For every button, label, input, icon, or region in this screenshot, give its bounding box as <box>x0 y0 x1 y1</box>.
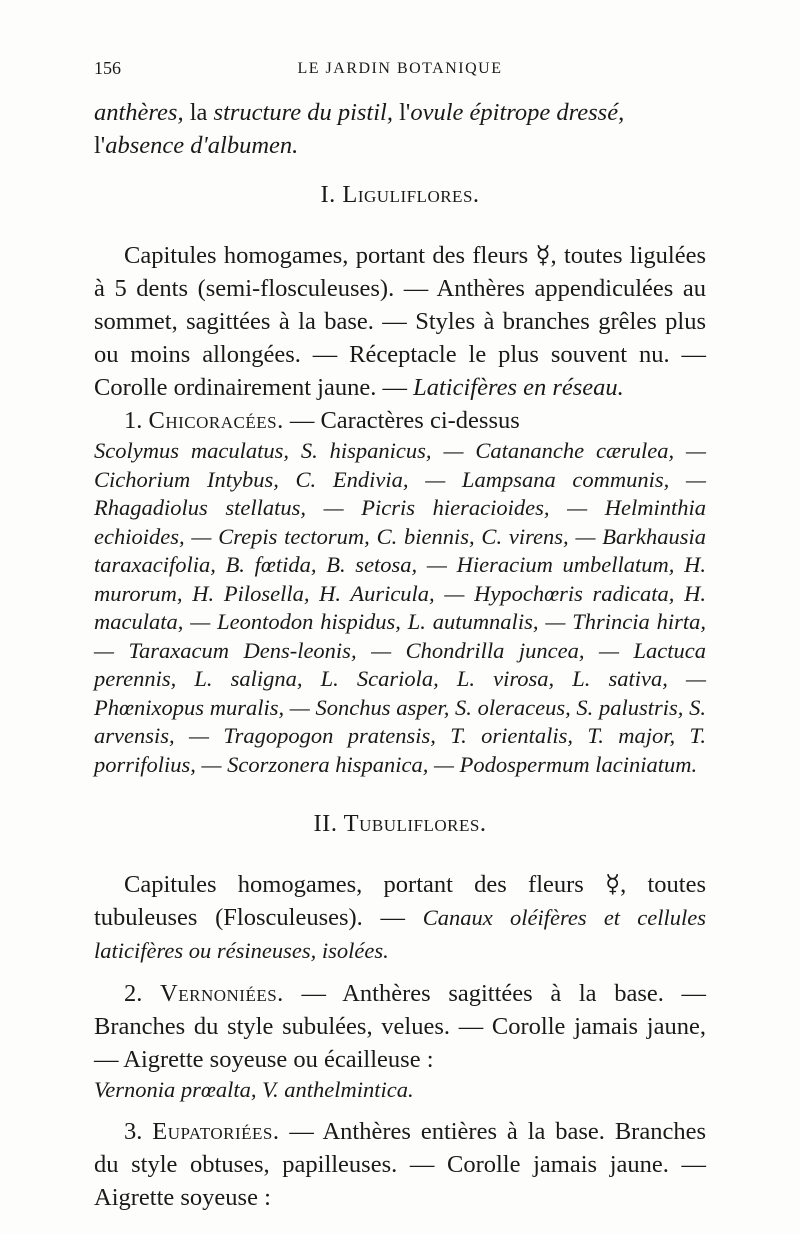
intro-text-2: la <box>183 99 214 126</box>
family-1-description: — Caractères ci-dessus <box>283 407 520 434</box>
intro-text-5: ovule épitrope dressé, <box>410 99 625 126</box>
family-2-name: Vernoniées. <box>160 980 284 1007</box>
intro-text-7: absence d'albumen. <box>105 132 299 159</box>
family-1-name: Chicoracées. <box>148 407 284 434</box>
family-3-number: 3. <box>124 1117 153 1145</box>
family-2-paragraph <box>94 977 706 1076</box>
section-2-text: Capitules homogames, portant des fleurs ☿, toutes tubuleuses (Flosculeuses). — <box>94 871 706 931</box>
intro-text-4: l' <box>392 99 411 126</box>
family-2-description: — Anthères sagittées à la base. — Branches du style subulées, velues. — Corolle jamais jaune, — Aigrette soyeuse ou écailleuse : <box>94 980 707 1073</box>
family-2-number: 2. <box>124 980 161 1007</box>
intro-text-3: structure du pistil, <box>213 99 393 126</box>
family-3-paragraph <box>94 1115 706 1214</box>
page-header <box>94 58 706 84</box>
page-number: 156 <box>94 58 121 78</box>
section-1-paragraph <box>94 239 706 404</box>
section-1-text: Capitules homogames, portant des fleurs ☿, toutes ligulées à 5 dents (semi-flosculeuses). — Anthères appendiculées au sommet, sagittées à la base. — Styles à branches grêles plus ou moins allongées. — Réceptacle le plus souvent nu. — Corolle ordinairement jaune. — <box>94 242 706 401</box>
section-2-italic-text: Canaux oléifères et cellules laticifères ou résineuses, isolées. <box>94 905 706 963</box>
intro-text-6: l' <box>94 132 106 159</box>
intro-paragraph <box>94 96 706 162</box>
family-1-species-list: Scolymus maculatus, S. hispanicus, — Catananche cærulea, — Cichorium Intybus, C. Endivia, — Lampsana communis, — Rhagadiolus stellatus, — Picris hieracioides, — Helminthia echioides, — Crepis tectorum, C. biennis, C. virens, — Barkhausia taraxacifolia, B. fœtida, B. setosa, — Hieracium umbellatum, H. murorum, H. Pilosella, H. Auricula, — Hypochœris radicata, H. maculata, — Leontodon hispidus, L. autumnalis, — Thrincia hirta, — Taraxacum Dens-leonis, — Chondrilla juncea, — Lactuca perennis, L. saligna, L. Scariola, L. virosa, L. sativa, — Phœnixopus muralis, — Sonchus asper, S. oleraceus, S. palustris, S. arvensis, — Tragopogon pratensis, T. orientalis, T. major, T. porrifolius, — Scorzonera hispanica, — Podospermum laciniatum. <box>94 438 706 777</box>
family-3-description: — Anthères entières à la base. Branches du style obtuses, papilleuses. — Corolle jamais jaune. — Aigrette soyeuse : <box>94 1117 706 1211</box>
family-1-number: 1. <box>124 407 149 434</box>
intro-text-1: anthères, <box>94 99 184 126</box>
section-1-title: I. Liguliflores. <box>320 181 480 208</box>
family-2-species: Vernonia prœalta, V. anthelmintica. <box>94 1077 414 1102</box>
section-2-title: II. Tubuliflores. <box>313 810 487 837</box>
family-1-heading <box>94 404 706 437</box>
section-2-paragraph <box>94 868 706 967</box>
family-3-name: Eupatoriées. <box>152 1117 280 1145</box>
page-body <box>94 96 706 1214</box>
running-title: LE JARDIN BOTANIQUE <box>297 60 503 77</box>
section-1-italic-text: Laticifères en réseau. <box>413 374 624 401</box>
